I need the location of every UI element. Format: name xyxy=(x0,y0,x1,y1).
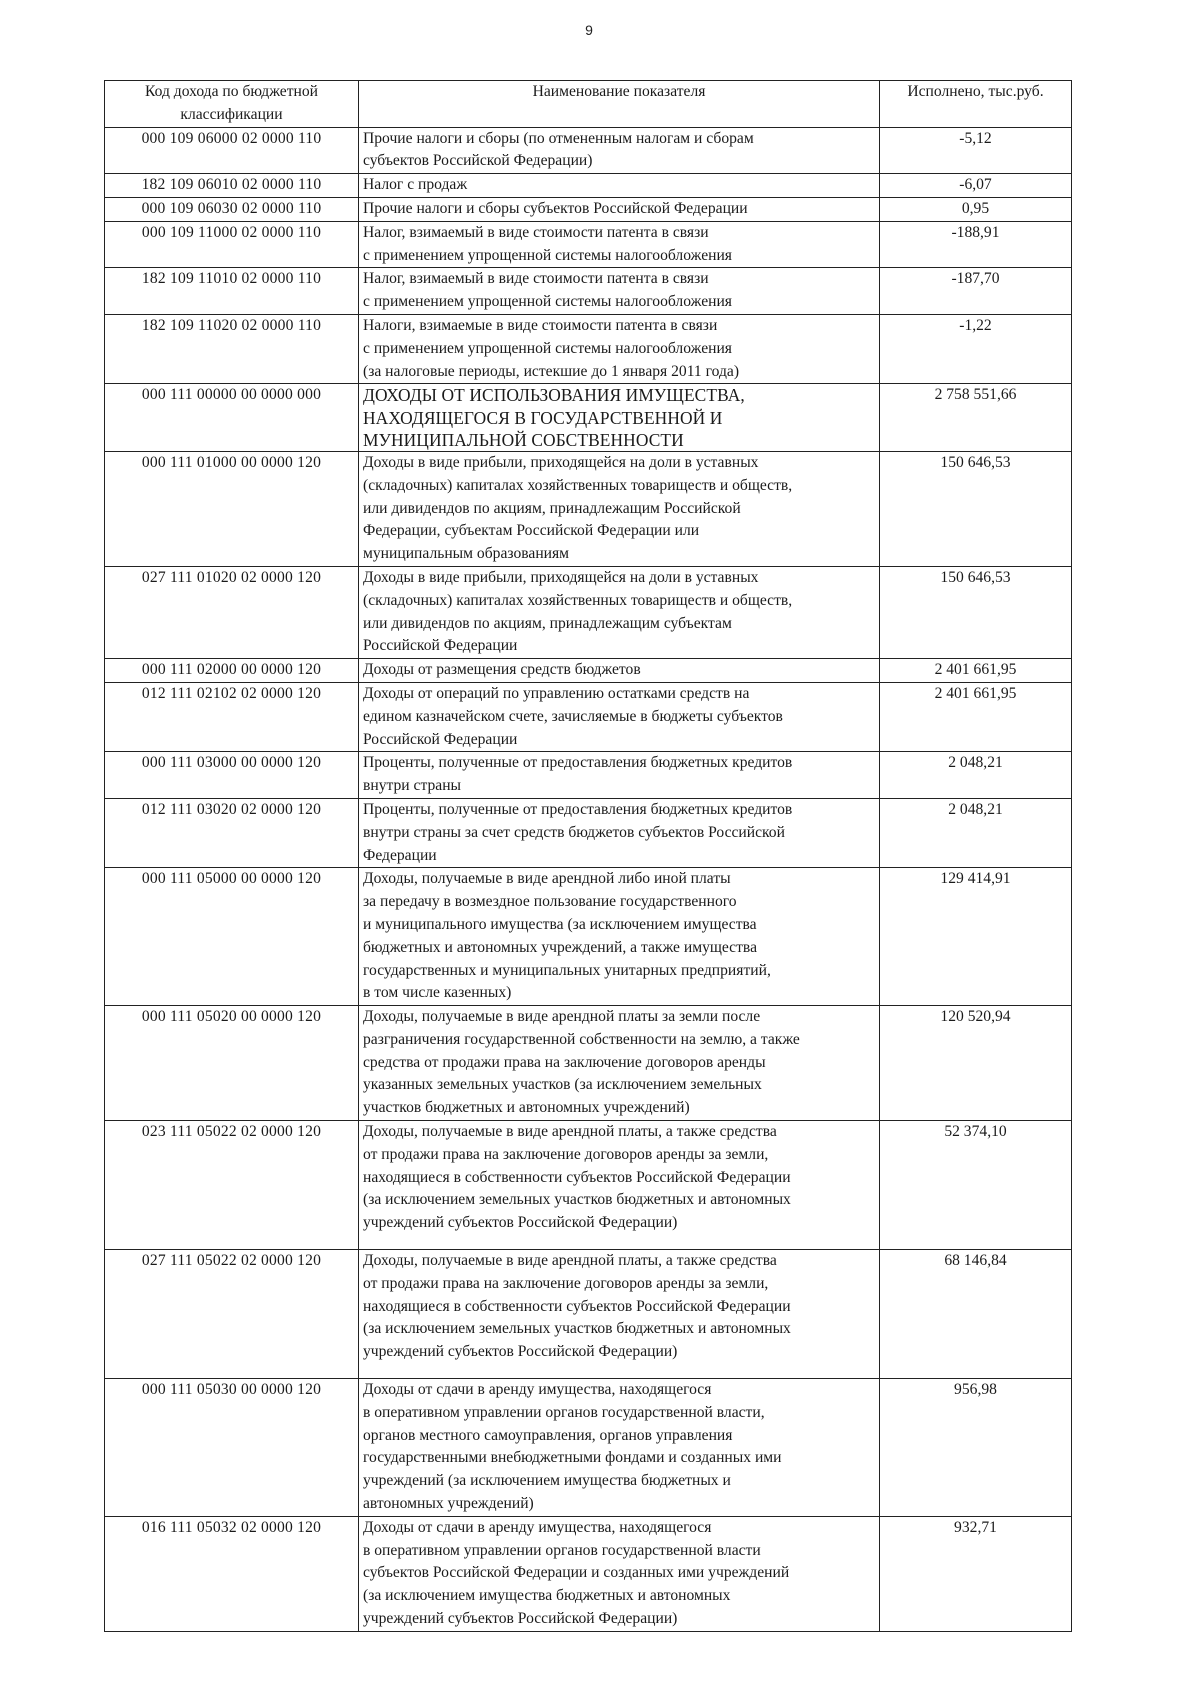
executed-amount-cell: 2 401 661,95 xyxy=(880,682,1072,751)
indicator-name-line: Доходы от сдачи в аренду имущества, находящегося xyxy=(363,1381,712,1399)
indicator-name-line: Доходы от сдачи в аренду имущества, находящегося xyxy=(363,1518,712,1536)
indicator-name-line: в оперативном управлении органов государственной власти, xyxy=(363,1403,765,1421)
table-row xyxy=(105,1006,1072,1121)
indicator-name-line: едином казначейском счете, зачисляемые в бюджеты субъектов xyxy=(363,707,783,725)
indicator-name-line: Доходы от размещения средств бюджетов xyxy=(363,661,641,679)
indicator-name-line: и муниципального имущества (за исключением имущества xyxy=(363,915,757,933)
indicator-name-cell xyxy=(359,752,880,799)
indicator-name-line: за передачу в возмездное пользование государственного xyxy=(363,893,737,911)
revenue-code-cell: 000 111 03000 00 0000 120 xyxy=(105,752,359,799)
table-row xyxy=(105,451,1072,566)
executed-amount-cell: -1,22 xyxy=(880,314,1072,383)
revenue-code-cell: 000 109 06030 02 0000 110 xyxy=(105,197,359,221)
executed-amount-cell: 2 758 551,66 xyxy=(880,384,1072,452)
revenue-code-cell: 027 111 05022 02 0000 120 xyxy=(105,1250,359,1379)
indicator-name-line: в том числе казенных) xyxy=(363,984,512,1002)
revenue-code-cell: 023 111 05022 02 0000 120 xyxy=(105,1121,359,1250)
indicator-name-line: от продажи права на заключение договоров аренды за земли, xyxy=(363,1145,769,1163)
indicator-name-line: Налоги, взимаемые в виде стоимости патента в связи xyxy=(363,316,718,334)
indicator-name-line: от продажи права на заключение договоров аренды за земли, xyxy=(363,1274,769,1292)
revenue-code-cell: 000 111 05000 00 0000 120 xyxy=(105,868,359,1006)
executed-amount-cell: 120 520,94 xyxy=(880,1006,1072,1121)
executed-amount-cell: 68 146,84 xyxy=(880,1250,1072,1379)
indicator-name-line: субъектов Российской Федерации и созданных ими учреждений xyxy=(363,1564,790,1582)
revenue-code-cell: 000 109 06000 02 0000 110 xyxy=(105,127,359,174)
table-row xyxy=(105,314,1072,383)
indicator-name-line: или дивидендов по акциям, принадлежащим субъектам xyxy=(363,614,732,632)
indicator-name-line: (складочных) капиталах хозяйственных товариществ и обществ, xyxy=(363,591,793,609)
indicator-name-line: Федерации xyxy=(363,846,437,864)
indicator-name-cell xyxy=(359,1379,880,1517)
indicator-name-line: Доходы в виде прибыли, приходящейся на доли в уставных xyxy=(363,568,759,586)
indicator-name-line: или дивидендов по акциям, принадлежащим Российской xyxy=(363,499,741,517)
indicator-name-line: (за налоговые периоды, истекшие до 1 января 2011 года) xyxy=(363,362,740,380)
executed-amount-cell: 932,71 xyxy=(880,1516,1072,1631)
indicator-name-line: в оперативном управлении органов государственной власти xyxy=(363,1541,761,1559)
executed-amount-cell: -5,12 xyxy=(880,127,1072,174)
indicator-name-cell xyxy=(359,174,880,198)
header-name-column: Наименование показателя xyxy=(359,81,880,128)
indicator-name-line: Федерации, субъектам Российской Федерации или xyxy=(363,522,700,540)
table-row xyxy=(105,566,1072,658)
indicator-name-line: Налог, взимаемый в виде стоимости патента в связи xyxy=(363,223,709,241)
indicator-name-line: государственных и муниципальных унитарных предприятий, xyxy=(363,961,771,979)
executed-amount-cell: 2 401 661,95 xyxy=(880,659,1072,683)
indicator-name-cell xyxy=(359,1516,880,1631)
revenue-code-cell: 012 111 02102 02 0000 120 xyxy=(105,682,359,751)
indicator-name-line: бюджетных и автономных учреждений, а также имущества xyxy=(363,938,757,956)
indicator-name-cell xyxy=(359,798,880,867)
table-header-row xyxy=(105,81,1072,128)
table-row xyxy=(105,798,1072,867)
revenue-code-cell: 012 111 03020 02 0000 120 xyxy=(105,798,359,867)
indicator-name-cell xyxy=(359,268,880,315)
executed-amount-cell: 956,98 xyxy=(880,1379,1072,1517)
executed-amount-cell: -188,91 xyxy=(880,221,1072,268)
indicator-name-line: (за исключением имущества бюджетных и автономных xyxy=(363,1587,731,1605)
indicator-name-line: учреждений (за исключением имущества бюджетных и xyxy=(363,1472,731,1490)
indicator-name-line: Российской Федерации xyxy=(363,637,518,655)
indicator-name-cell xyxy=(359,868,880,1006)
indicator-name-line: Налог с продаж xyxy=(363,176,468,194)
indicator-name-line: Доходы, получаемые в виде арендной платы, а также средства xyxy=(363,1123,777,1141)
indicator-name-line: Прочие налоги и сборы (по отмененным налогам и сборам xyxy=(363,129,754,147)
page-number: 9 xyxy=(585,22,593,38)
executed-amount-cell: -187,70 xyxy=(880,268,1072,315)
indicator-name-line: указанных земельных участков (за исключением земельных xyxy=(363,1076,762,1094)
revenue-code-cell: 182 109 11010 02 0000 110 xyxy=(105,268,359,315)
revenue-code-cell: 016 111 05032 02 0000 120 xyxy=(105,1516,359,1631)
table-row xyxy=(105,659,1072,683)
revenue-code-cell: 000 111 05020 00 0000 120 xyxy=(105,1006,359,1121)
indicator-name-line: участков бюджетных и автономных учреждений) xyxy=(363,1099,690,1117)
indicator-name-line: автономных учреждений) xyxy=(363,1495,534,1513)
indicator-name-line: Проценты, полученные от предоставления бюджетных кредитов xyxy=(363,800,793,818)
indicator-name-cell xyxy=(359,566,880,658)
revenue-code-cell: 000 111 02000 00 0000 120 xyxy=(105,659,359,683)
indicator-name-line: муниципальным образованиям xyxy=(363,545,570,563)
indicator-name-line: Налог, взимаемый в виде стоимости патента в связи xyxy=(363,270,709,288)
table-row xyxy=(105,197,1072,221)
indicator-name-line: учреждений субъектов Российской Федерации) xyxy=(363,1214,678,1232)
revenue-code-cell: 000 111 05030 00 0000 120 xyxy=(105,1379,359,1517)
executed-amount-cell: -6,07 xyxy=(880,174,1072,198)
executed-amount-cell: 129 414,91 xyxy=(880,868,1072,1006)
indicator-name-line: Российской Федерации xyxy=(363,730,518,748)
indicator-name-line: Доходы от операций по управлению остатками средств на xyxy=(363,684,750,702)
table-row xyxy=(105,127,1072,174)
indicator-name-cell xyxy=(359,451,880,566)
indicator-name-line: субъектов Российской Федерации) xyxy=(363,152,593,170)
table-row xyxy=(105,174,1072,198)
indicator-name-line: внутри страны за счет средств бюджетов субъектов Российской xyxy=(363,823,785,841)
indicator-name-line: находящиеся в собственности субъектов Российской Федерации xyxy=(363,1168,791,1186)
indicator-name-cell xyxy=(359,221,880,268)
indicator-name-line: средства от продажи права на заключение договоров аренды xyxy=(363,1053,766,1071)
indicator-name-line: учреждений субъектов Российской Федерации) xyxy=(363,1343,678,1361)
indicator-name-line: ДОХОДЫ ОТ ИСПОЛЬЗОВАНИЯ ИМУЩЕСТВА, xyxy=(363,385,745,406)
header-code-line: классификации xyxy=(180,105,283,123)
indicator-name-line: с применением упрощенной системы налогообложения xyxy=(363,293,732,311)
indicator-name-cell xyxy=(359,659,880,683)
executed-amount-cell: 52 374,10 xyxy=(880,1121,1072,1250)
executed-amount-cell: 150 646,53 xyxy=(880,566,1072,658)
indicator-name-line: государственными внебюджетными фондами и созданных ими xyxy=(363,1449,782,1467)
indicator-name-line: Доходы, получаемые в виде арендной либо иной платы xyxy=(363,870,731,888)
executed-amount-cell: 2 048,21 xyxy=(880,752,1072,799)
revenue-code-cell: 000 111 01000 00 0000 120 xyxy=(105,451,359,566)
executed-amount-cell: 150 646,53 xyxy=(880,451,1072,566)
table-row xyxy=(105,682,1072,751)
table-row xyxy=(105,868,1072,1006)
indicator-name-cell xyxy=(359,384,880,452)
header-value-column: Исполнено, тыс.руб. xyxy=(880,81,1072,128)
table-body xyxy=(105,127,1072,1631)
header-code-line: Код дохода по бюджетной xyxy=(144,83,318,100)
indicator-name-line: учреждений субъектов Российской Федерации) xyxy=(363,1610,678,1628)
indicator-name-cell xyxy=(359,682,880,751)
indicator-name-line: (за исключением земельных участков бюджетных и автономных xyxy=(363,1191,791,1209)
indicator-name-line: Проценты, полученные от предоставления бюджетных кредитов xyxy=(363,754,793,772)
indicator-name-line: внутри страны xyxy=(363,777,462,795)
indicator-name-cell xyxy=(359,197,880,221)
indicator-name-line: (за исключением земельных участков бюджетных и автономных xyxy=(363,1320,791,1338)
table-row xyxy=(105,221,1072,268)
table-row xyxy=(105,1379,1072,1517)
indicator-name-line: НАХОДЯЩЕГОСЯ В ГОСУДАРСТВЕННОЙ И xyxy=(363,407,723,428)
indicator-name-cell xyxy=(359,1121,880,1250)
table-row xyxy=(105,752,1072,799)
table-row xyxy=(105,1121,1072,1250)
indicator-name-line: находящиеся в собственности субъектов Российской Федерации xyxy=(363,1297,791,1315)
indicator-name-cell xyxy=(359,1006,880,1121)
indicator-name-line: МУНИЦИПАЛЬНОЙ СОБСТВЕННОСТИ xyxy=(363,429,684,450)
revenue-code-cell: 182 109 11020 02 0000 110 xyxy=(105,314,359,383)
indicator-name-cell xyxy=(359,314,880,383)
indicator-name-line: Доходы в виде прибыли, приходящейся на доли в уставных xyxy=(363,453,759,471)
executed-amount-cell: 2 048,21 xyxy=(880,798,1072,867)
revenue-code-cell: 027 111 01020 02 0000 120 xyxy=(105,566,359,658)
indicator-name-line: Прочие налоги и сборы субъектов Российской Федерации xyxy=(363,199,748,217)
header-code-column xyxy=(105,81,359,128)
indicator-name-cell xyxy=(359,127,880,174)
indicator-name-line: Доходы, получаемые в виде арендной платы, а также средства xyxy=(363,1252,777,1270)
executed-amount-cell: 0,95 xyxy=(880,197,1072,221)
revenue-code-cell: 000 111 00000 00 0000 000 xyxy=(105,384,359,452)
indicator-name-cell xyxy=(359,1250,880,1379)
indicator-name-line: Доходы, получаемые в виде арендной платы за земли после xyxy=(363,1008,761,1026)
revenue-table xyxy=(104,80,1072,1632)
table-row xyxy=(105,384,1072,452)
table-row xyxy=(105,268,1072,315)
indicator-name-line: (складочных) капиталах хозяйственных товариществ и обществ, xyxy=(363,476,793,494)
indicator-name-line: с применением упрощенной системы налогообложения xyxy=(363,246,732,264)
table-row xyxy=(105,1250,1072,1379)
indicator-name-line: разграничения государственной собственности на землю, а также xyxy=(363,1030,800,1048)
indicator-name-line: с применением упрощенной системы налогообложения xyxy=(363,339,732,357)
revenue-code-cell: 182 109 06010 02 0000 110 xyxy=(105,174,359,198)
revenue-code-cell: 000 109 11000 02 0000 110 xyxy=(105,221,359,268)
table-row xyxy=(105,1516,1072,1631)
indicator-name-line: органов местного самоуправления, органов управления xyxy=(363,1426,733,1444)
